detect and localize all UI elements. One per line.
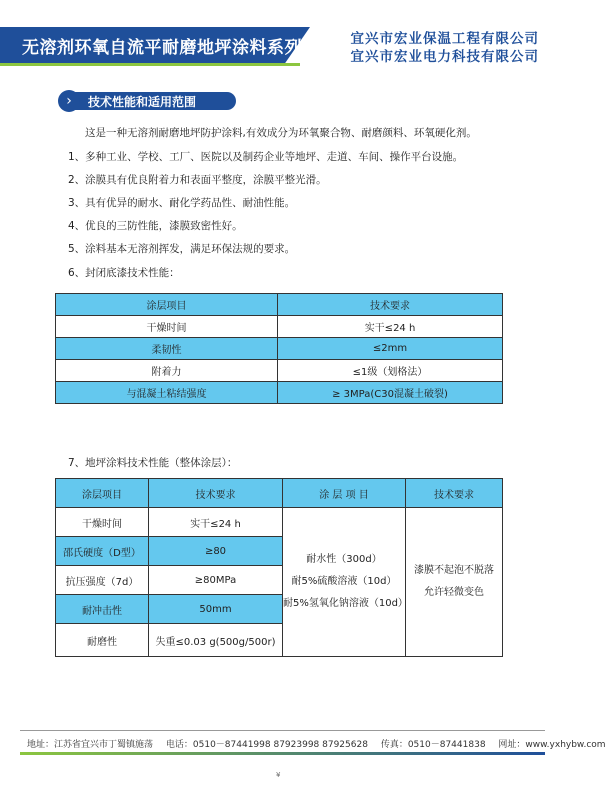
- list-item: 5、涂料基本无溶剂挥发，满足环保法规的要求。: [68, 243, 296, 255]
- table-cell-line: 耐5%氢氧化钠溶液（10d）: [283, 598, 408, 609]
- footer-divider: [20, 730, 545, 731]
- table-header-row: [56, 294, 503, 316]
- table-cell: 邵氏硬度（D型）: [56, 537, 149, 566]
- table-cell: 耐冲击性: [56, 595, 149, 624]
- floor-coating-spec-table: [55, 478, 503, 657]
- footer-address: 地址：江苏省宜兴市丁蜀镇施荡: [27, 740, 154, 750]
- table-row: [56, 382, 503, 404]
- table-cell: ≥80MPa: [149, 566, 283, 595]
- chevron-right-icon: ›: [58, 90, 80, 112]
- table-cell: 实干≤24 h: [278, 316, 503, 338]
- footer-phone: 电话：0510－87441998 87923998 87925628: [165, 740, 368, 750]
- section-heading: [58, 90, 236, 112]
- company-name-1: 宜兴市宏业保温工程有限公司: [350, 31, 539, 47]
- section-heading-label: 技术性能和适用范围: [88, 95, 197, 109]
- table-cell: ≥80: [149, 537, 283, 566]
- footer-website: 网址：www.yxhybw.com: [498, 740, 606, 750]
- list-item: 6、封闭底漆技术性能：: [68, 267, 180, 279]
- table-cell: 干燥时间: [56, 316, 278, 338]
- table-header-cell: 技术要求: [149, 479, 283, 508]
- table-row: [56, 316, 503, 338]
- table-cell-line: 耐水性（300d）: [306, 554, 382, 565]
- table-cell-line: 耐5%硫酸溶液（10d）: [291, 576, 397, 587]
- footer-accent-bar: [20, 752, 545, 755]
- table-cell: 失重≤0.03 g(500g/500r): [149, 624, 283, 657]
- table-header-cell: 涂层项目: [56, 294, 278, 316]
- header-accent-stripe: [0, 63, 300, 66]
- table-cell: 抗压强度（7d）: [56, 566, 149, 595]
- table-cell: 实干≤24 h: [149, 508, 283, 537]
- table-cell: 干燥时间: [56, 508, 149, 537]
- table-cell: ≤1级（划格法）: [278, 360, 503, 382]
- table-header-cell: 涂层项目: [56, 479, 149, 508]
- resistance-items-cell: [283, 508, 406, 657]
- table-cell: 附着力: [56, 360, 278, 382]
- table-cell-line: 允许轻微变色: [424, 587, 484, 598]
- table-row: [56, 360, 503, 382]
- company-name-2: 宜兴市宏业电力科技有限公司: [350, 49, 539, 65]
- intro-text: 这是一种无溶剂耐磨地坪防护涂料,有效成分为环氧聚合物、耐磨颜料、环氧硬化剂。: [85, 127, 477, 139]
- table-header-cell: 涂 层 项 目: [283, 479, 406, 508]
- primer-spec-table: [55, 293, 503, 404]
- table-cell-line: 漆膜不起泡不脱落: [414, 565, 494, 576]
- table-row: [56, 338, 503, 360]
- page-footer: [27, 737, 616, 750]
- table-cell: ≥ 3MPa(C30混凝土破裂): [278, 382, 503, 404]
- list-item: 1、多种工业、学校、工厂、医院以及制药企业等地坪、走道、车间、操作平台设施。: [68, 151, 464, 163]
- list-item: 4、优良的三防性能，漆膜致密性好。: [68, 220, 243, 232]
- footer-fax: 传真：0510－87441838: [380, 740, 486, 750]
- list-item: 3、具有优异的耐水、耐化学药品性、耐油性能。: [68, 197, 296, 209]
- table-header-cell: 技术要求: [278, 294, 503, 316]
- table-cell: 耐磨性: [56, 624, 149, 657]
- table-cell: ≤2mm: [278, 338, 503, 360]
- table-cell: 与混凝土粘结强度: [56, 382, 278, 404]
- list-item: 7、地坪涂料技术性能（整体涂层）：: [68, 457, 238, 469]
- table-cell: 50mm: [149, 595, 283, 624]
- resistance-requirement-cell: [406, 508, 503, 657]
- table-row: [56, 508, 503, 537]
- page-title: 无溶剂环氧自流平耐磨地坪涂料系列: [22, 38, 302, 58]
- page-header: [0, 0, 565, 70]
- table-header-row: [56, 479, 503, 508]
- table-header-cell: 技术要求: [406, 479, 503, 508]
- page-mark: ¥: [276, 771, 281, 779]
- list-item: 2、涂膜具有优良附着力和表面平整度，涂膜平整光滑。: [68, 174, 327, 186]
- table-cell: 柔韧性: [56, 338, 278, 360]
